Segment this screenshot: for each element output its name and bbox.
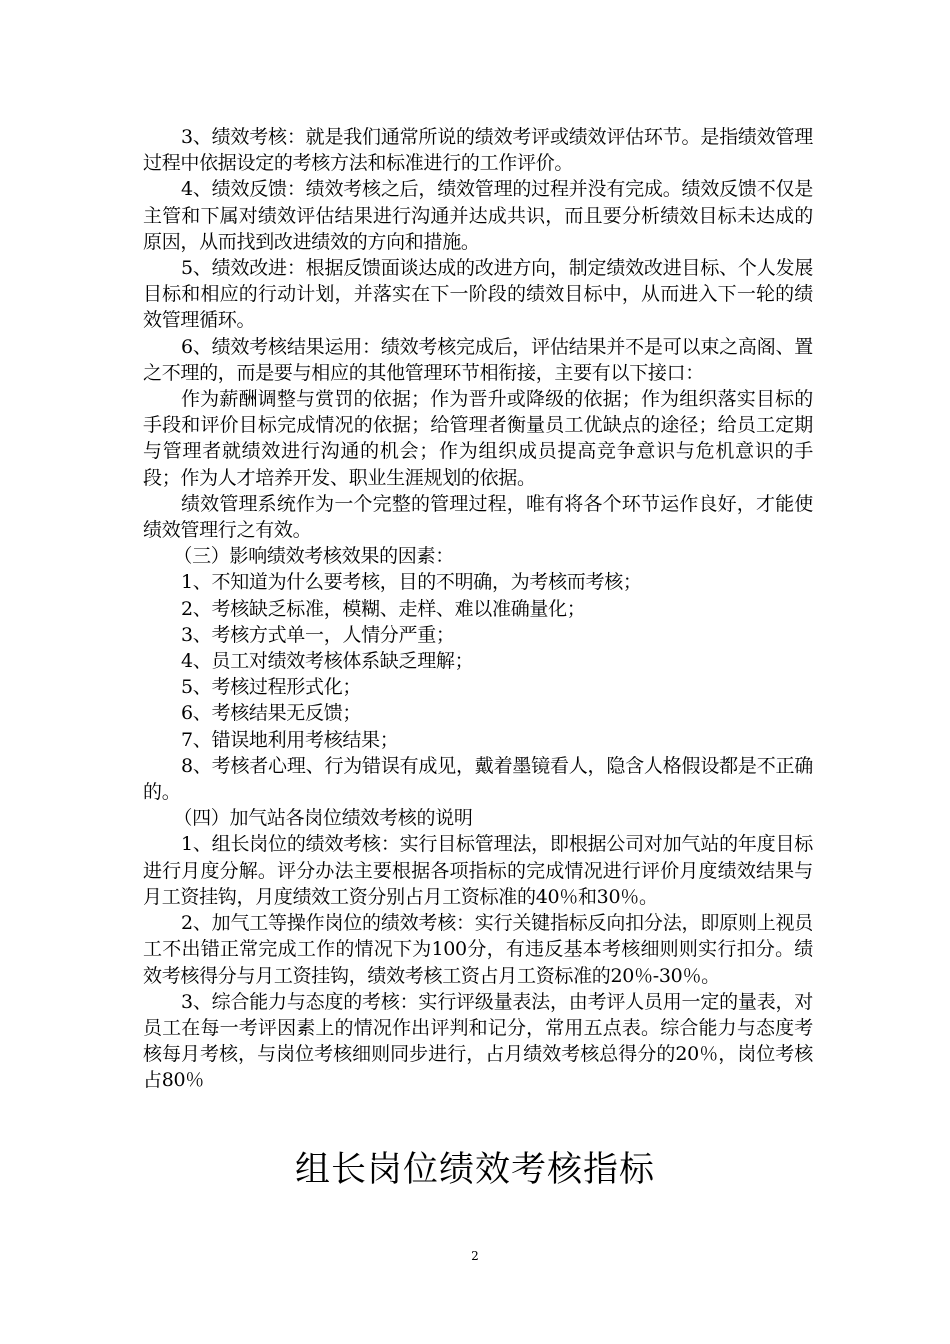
list-item-factor-4: 4、员工对绩效考核体系缺乏理解；	[181, 650, 474, 673]
paragraph-operator-assessment: 2、加气工等操作岗位的绩效考核：实行关键指标反向扣分法，即原则上视员工不出错正常完成工作的情况下为100分，有违反基本考核细则则实行扣分。绩效考核得分与月工资挂钩，绩效考核工资占月工资标准的20％-30％。	[143, 912, 813, 987]
paragraph-result-usage: 6、绩效考核结果运用：绩效考核完成后，评估结果并不是可以束之高阁、置之不理的，而是要与相应的其他管理环节相衔接，主要有以下接口：	[143, 335, 813, 384]
paragraph-feedback: 4、绩效反馈：绩效考核之后，绩效管理的过程并没有完成。绩效反馈不仅是主管和下属对绩效评估结果进行沟通并达成共识，而且要分析绩效目标未达成的原因，从而找到改进绩效的方向和措施。	[143, 178, 813, 253]
paragraph-improvement: 5、绩效改进：根据反馈面谈达成的改进方向，制定绩效改进目标、个人发展目标和相应的行动计划，并落实在下一阶段的绩效目标中，从而进入下一轮的绩效管理循环。	[143, 257, 813, 332]
paragraph-assessment: 3、绩效考核：就是我们通常所说的绩效考评或绩效评估环节。是指绩效管理过程中依据设定的考核方法和标准进行的工作评价。	[143, 126, 813, 175]
list-item-factor-6: 6、考核结果无反馈；	[181, 702, 362, 725]
paragraph-ability-attitude-assessment: 3、综合能力与态度的考核：实行评级量表法，由考评人员用一定的量表，对员工在每一考评因素上的情况作出评判和记分，常用五点表。综合能力与态度考核每月考核，与岗位考核细则同步进行，占月绩效考核总得分的20％，岗位考核占80％	[143, 990, 813, 1092]
list-item-factor-2: 2、考核缺乏标准，模糊、走样、难以准确量化；	[181, 597, 586, 620]
list-item-factor-3: 3、考核方式单一，人情分严重；	[181, 623, 455, 646]
body-text	[143, 124, 813, 1094]
section-title: 组长岗位绩效考核指标	[294, 1150, 655, 1190]
paragraph-system-summary: 绩效管理系统作为一个完整的管理过程，唯有将各个环节运作良好，才能使绩效管理行之有效。	[143, 492, 813, 542]
page-number: 2	[471, 1249, 479, 1263]
list-item-factor-7: 7、错误地利用考核结果；	[181, 728, 399, 751]
heading-influencing-factors: （三）影响绩效考核效果的因素：	[173, 545, 454, 568]
list-item-factor-1: 1、不知道为什么要考核，目的不明确，为考核而考核；	[181, 571, 642, 594]
list-item-factor-8: 8、考核者心理、行为错误有成见，戴着墨镜看人，隐含人格假设都是不正确的。	[143, 754, 813, 804]
list-item-factor-5: 5、考核过程形式化；	[181, 676, 362, 699]
heading-station-assessment: （四）加气站各岗位绩效考核的说明	[173, 807, 473, 830]
paragraph-result-interfaces: 作为薪酬调整与赏罚的依据；作为晋升或降级的依据；作为组织落实目标的手段和评价目标完成情况的依据；给管理者衡量员工优缺点的途径；给员工定期与管理者就绩效进行沟通的机会；作为组织成员提高竞争意识与危机意识的手段；作为人才培养开发、职业生涯规划的依据。	[143, 388, 813, 489]
paragraph-team-leader-assessment: 1、组长岗位的绩效考核：实行目标管理法，即根据公司对加气站的年度目标进行月度分解。评分办法主要根据各项指标的完成情况进行评价月度绩效结果与月工资挂钩，月度绩效工资分别占月工资标准的40％和30％。	[143, 833, 813, 908]
